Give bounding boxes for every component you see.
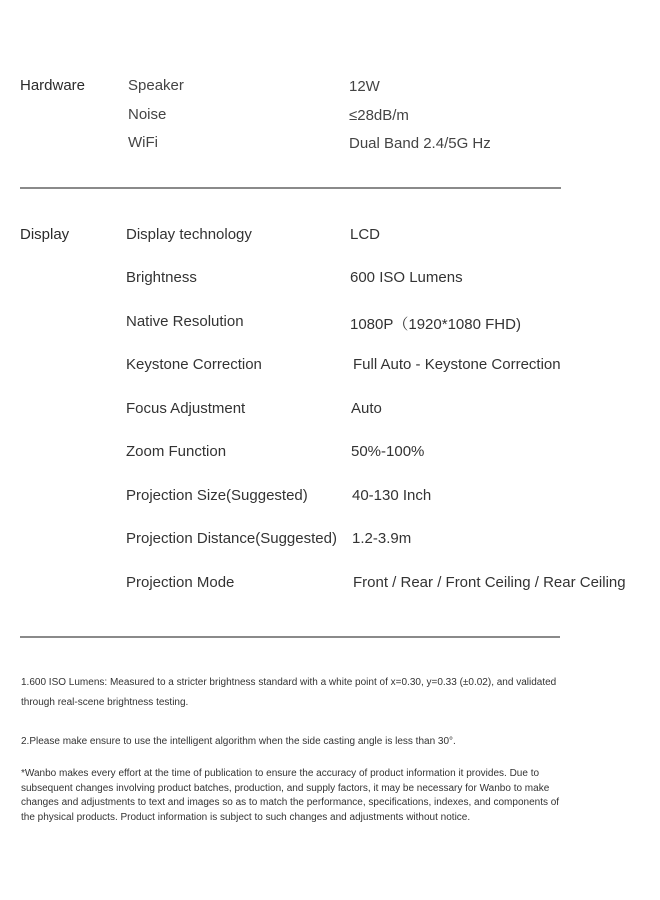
spec-value-keystone-correction: Full Auto - Keystone Correction xyxy=(353,356,561,373)
spec-name-wifi: WiFi xyxy=(128,134,158,151)
spec-value-projection-size: 40-130 Inch xyxy=(352,487,432,504)
section-divider xyxy=(20,636,560,638)
spec-name-speaker: Speaker xyxy=(128,77,184,94)
footnote-brightness-line2: through real-scene brightness testing. xyxy=(21,697,189,708)
spec-name-projection-distance: Projection Distance(Suggested) xyxy=(126,530,337,547)
spec-value-speaker: 12W xyxy=(349,78,380,95)
spec-name-native-resolution: Native Resolution xyxy=(126,313,244,330)
spec-name-brightness: Brightness xyxy=(126,269,197,286)
spec-value-focus-adjustment: Auto xyxy=(351,400,382,417)
spec-value-native-resolution: 1080P（1920*1080 FHD) xyxy=(350,316,521,333)
spec-value-projection-distance: 1.2-3.9m xyxy=(352,530,412,547)
spec-value-projection-mode: Front / Rear / Front Ceiling / Rear Ceiling xyxy=(353,574,626,591)
spec-name-display-technology: Display technology xyxy=(126,226,252,243)
section-divider xyxy=(20,187,561,189)
spec-value-brightness: 600 ISO Lumens xyxy=(350,269,463,286)
spec-name-zoom-function: Zoom Function xyxy=(126,443,227,460)
disclaimer-line: subsequent changes involving product batches, production, and supply factors, it may be necessary for Wanbo to make xyxy=(21,782,550,794)
spec-value-noise: ≤28dB/m xyxy=(349,107,409,124)
spec-name-keystone-correction: Keystone Correction xyxy=(126,356,262,373)
disclaimer-line: the physical products. Product information is subject to such changes and adjustments without notice. xyxy=(21,811,471,823)
footnote-side-casting: 2.Please make ensure to use the intelligent algorithm when the side casting angle is less than 30°. xyxy=(21,736,456,747)
section-label-display: Display xyxy=(20,226,70,243)
footnote-brightness-line1: 1.600 ISO Lumens: Measured to a stricter brightness standard with a white point of x=0.30, y=0.33 (±0.02), and validated xyxy=(21,677,557,688)
section-label-hardware: Hardware xyxy=(20,77,86,94)
disclaimer-line: *Wanbo makes every effort at the time of publication to ensure the accuracy of product information it provides. Due to xyxy=(21,768,540,779)
spec-name-projection-mode: Projection Mode xyxy=(126,574,235,591)
spec-value-display-technology: LCD xyxy=(350,226,381,243)
disclaimer-line: changes and adjustments to text and images so as to match the performance, specifications, indexes, and components of xyxy=(21,797,560,808)
spec-name-focus-adjustment: Focus Adjustment xyxy=(126,400,246,417)
spec-name-projection-size: Projection Size(Suggested) xyxy=(126,487,308,504)
spec-value-zoom-function: 50%-100% xyxy=(351,443,425,460)
spec-value-wifi: Dual Band 2.4/5G Hz xyxy=(349,135,491,152)
disclaimer xyxy=(21,767,601,825)
spec-name-noise: Noise xyxy=(128,106,167,123)
